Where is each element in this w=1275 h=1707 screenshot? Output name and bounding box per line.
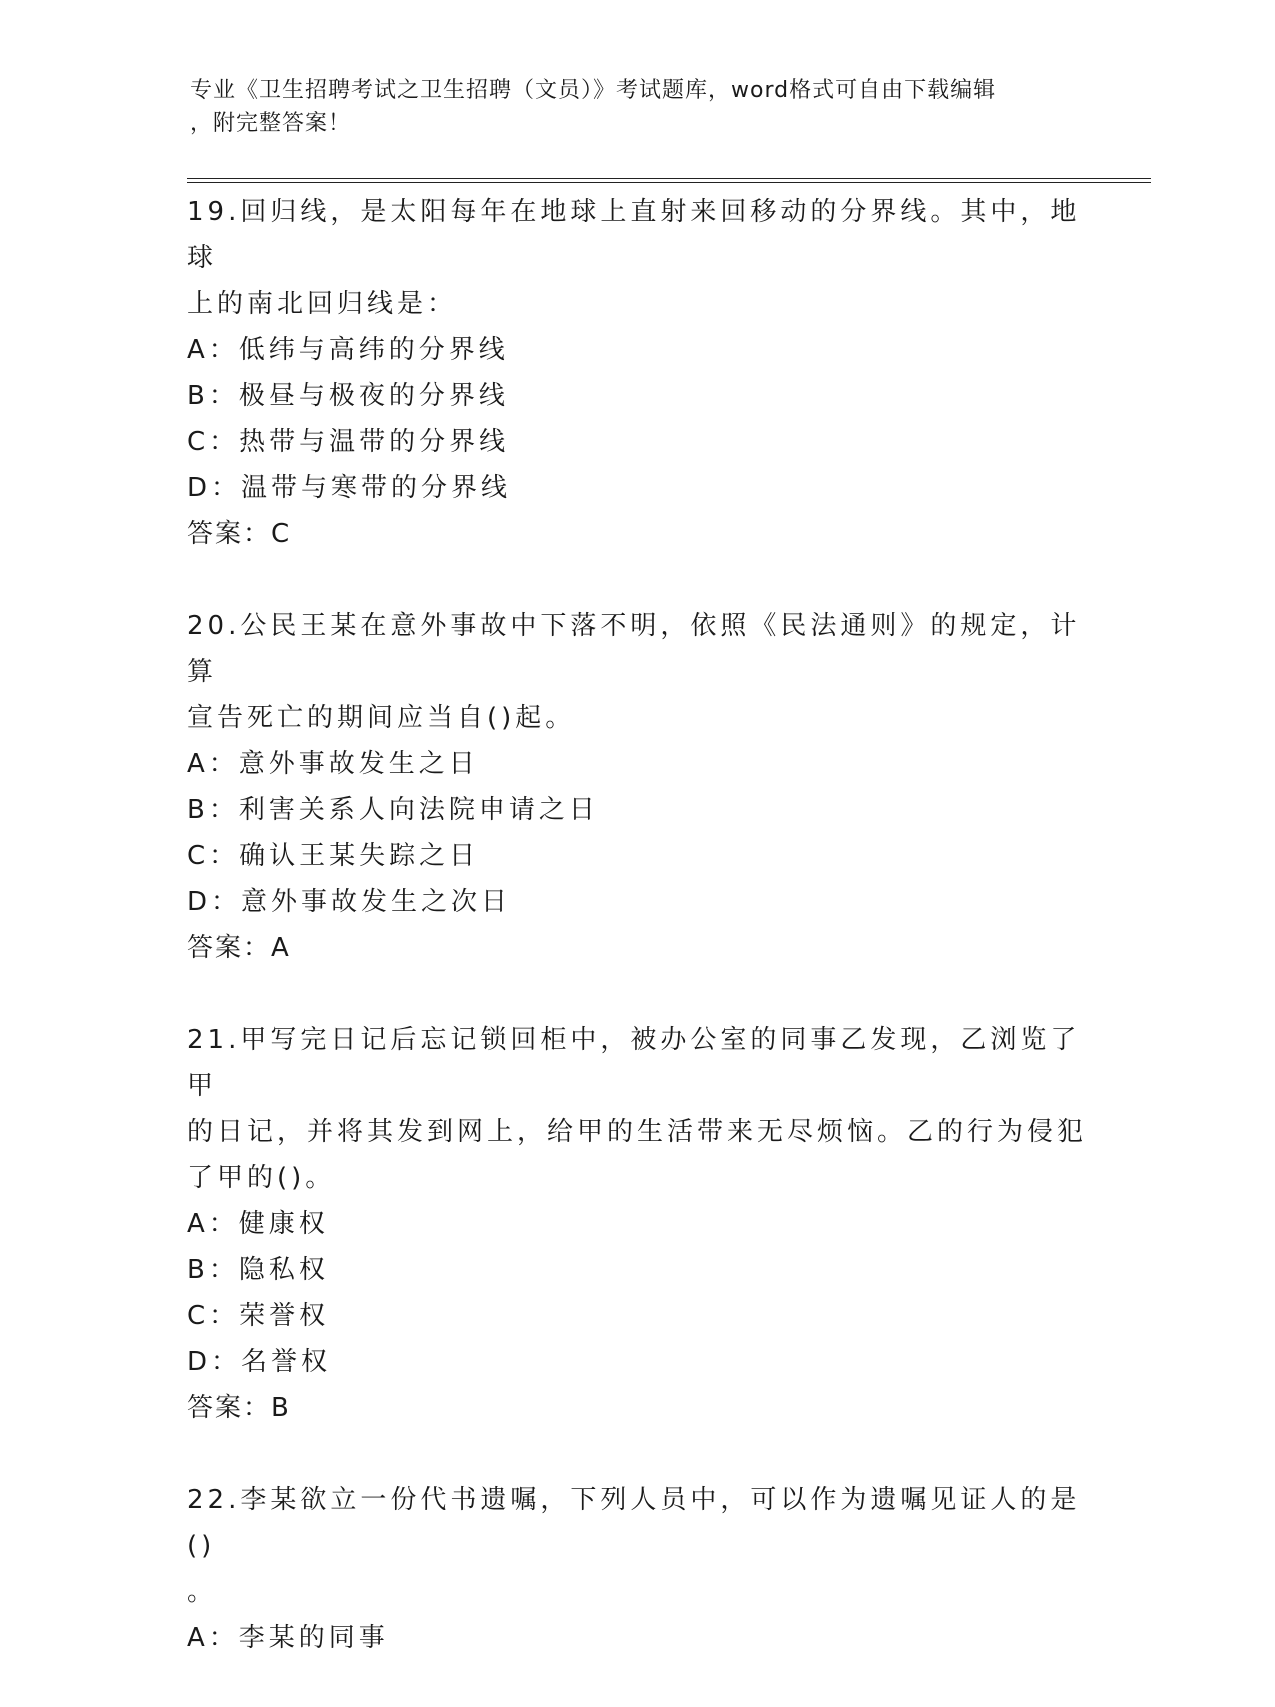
option-d: D：名誉权 bbox=[187, 1347, 332, 1377]
question-stem-line: 19.回归线，是太阳每年在地球上直射来回移动的分界线。其中，地球 bbox=[187, 197, 1081, 273]
option-c: C：荣誉权 bbox=[187, 1301, 330, 1331]
option-b: B：利害关系人向法院申请之日 bbox=[187, 795, 599, 825]
question-19 bbox=[187, 189, 1087, 557]
option-d: D：意外事故发生之次日 bbox=[187, 887, 512, 917]
option-c: C：热带与温带的分界线 bbox=[187, 427, 510, 457]
header-divider-bottom bbox=[187, 182, 1151, 183]
option-c: C：确认王某失踪之日 bbox=[187, 841, 480, 871]
option-d: D：温带与寒带的分界线 bbox=[187, 473, 512, 503]
question-stem-line: 22.李某欲立一份代书遗嘱，下列人员中，可以作为遗嘱见证人的是() bbox=[187, 1485, 1081, 1561]
option-a: A：李某的同事 bbox=[187, 1623, 389, 1653]
option-b: B：隐私权 bbox=[187, 1255, 329, 1285]
question-21 bbox=[187, 1017, 1087, 1431]
question-20 bbox=[187, 603, 1087, 971]
document-header bbox=[190, 74, 1090, 140]
header-line-1: 专业《卫生招聘考试之卫生招聘（文员）》考试题库，word格式可自由下载编辑 bbox=[190, 78, 997, 103]
question-stem-line: 上的南北回归线是： bbox=[187, 289, 458, 319]
option-a: A：低纬与高纬的分界线 bbox=[187, 335, 509, 365]
question-stem-line: 20.公民王某在意外事故中下落不明，依照《民法通则》的规定，计算 bbox=[187, 611, 1081, 687]
header-line-2: ，附完整答案！ bbox=[190, 111, 352, 136]
option-b: B：极昼与极夜的分界线 bbox=[187, 381, 509, 411]
question-stem-line: 了甲的()。 bbox=[187, 1163, 336, 1193]
question-stem-line: 21.甲写完日记后忘记锁回柜中，被办公室的同事乙发现，乙浏览了甲 bbox=[187, 1025, 1081, 1101]
answer-line: 答案：C bbox=[187, 519, 292, 549]
question-stem-line: 宣告死亡的期间应当自()起。 bbox=[187, 703, 576, 733]
answer-line: 答案：A bbox=[187, 933, 291, 963]
question-stem-line: 。 bbox=[187, 1577, 218, 1607]
question-list bbox=[187, 189, 1087, 1707]
answer-line: 答案：B bbox=[187, 1393, 291, 1423]
question-stem-line: 的日记，并将其发到网上，给甲的生活带来无尽烦恼。乙的行为侵犯 bbox=[187, 1117, 1088, 1147]
option-a: A：意外事故发生之日 bbox=[187, 749, 479, 779]
option-a: A：健康权 bbox=[187, 1209, 329, 1239]
question-22 bbox=[187, 1477, 1087, 1661]
header-divider-top bbox=[187, 178, 1151, 179]
